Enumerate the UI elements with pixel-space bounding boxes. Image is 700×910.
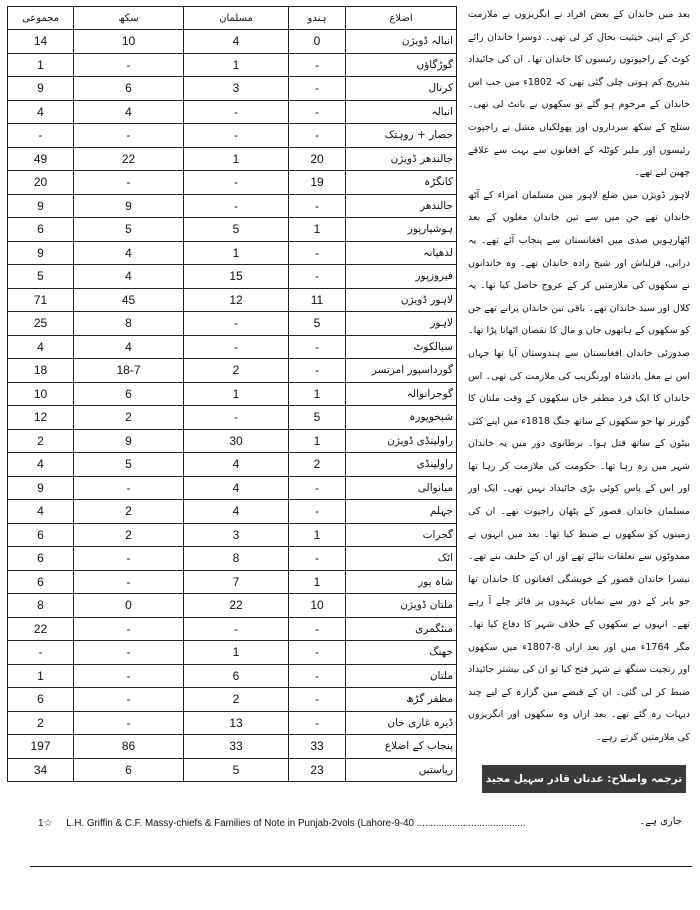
cell-sikh: 5 xyxy=(74,453,184,477)
cell-muslim: 1 xyxy=(184,147,289,171)
table-row xyxy=(8,312,457,336)
cell-total: 2 xyxy=(8,429,74,453)
translation-credit-banner: ترجمہ واصلاح: عدنان قادر سہیل مجید xyxy=(482,765,686,793)
cell-total: 8 xyxy=(8,594,74,618)
continued-note: جاری ہے۔ xyxy=(639,816,682,827)
cell-muslim: 1 xyxy=(184,641,289,665)
cell-district: جہلم xyxy=(346,500,457,524)
table-row xyxy=(8,406,457,430)
cell-total: 4 xyxy=(8,335,74,359)
cell-total: 6 xyxy=(8,547,74,571)
cell-muslim: 2 xyxy=(184,359,289,383)
cell-sikh: 9 xyxy=(74,429,184,453)
cell-sikh: 2 xyxy=(74,523,184,547)
cell-district: لاہور ڈویژن xyxy=(346,288,457,312)
table-row xyxy=(8,758,457,781)
header-muslim: مسلمان xyxy=(184,7,289,30)
cell-district: شاہ پور xyxy=(346,570,457,594)
header-district: اضلاع xyxy=(346,7,457,30)
cell-hindu: 1 xyxy=(289,523,346,547)
cell-district: میانوالی xyxy=(346,476,457,500)
table-row xyxy=(8,147,457,171)
cell-muslim: 33 xyxy=(184,735,289,759)
header-total: مجموعی xyxy=(8,7,74,30)
footnote-text: L.H. Griffin & C.F. Massy-chiefs & Families of Note in Punjab-2vols (Lahore-9-40 ........................................ xyxy=(66,818,526,829)
bottom-divider xyxy=(30,866,692,867)
table-row xyxy=(8,77,457,101)
cell-total: 71 xyxy=(8,288,74,312)
cell-hindu: 10 xyxy=(289,594,346,618)
cell-hindu: - xyxy=(289,77,346,101)
cell-hindu: 1 xyxy=(289,218,346,242)
table-row xyxy=(8,335,457,359)
table-row xyxy=(8,382,457,406)
cell-muslim: - xyxy=(184,100,289,124)
cell-total: 1 xyxy=(8,664,74,688)
cell-total: 10 xyxy=(8,382,74,406)
table-row xyxy=(8,288,457,312)
cell-district: ڈیرہ غازی خان xyxy=(346,711,457,735)
table-row xyxy=(8,594,457,618)
cell-muslim: 15 xyxy=(184,265,289,289)
cell-sikh: 2 xyxy=(74,500,184,524)
cell-muslim: 4 xyxy=(184,453,289,477)
cell-muslim: - xyxy=(184,194,289,218)
cell-total: 49 xyxy=(8,147,74,171)
cell-sikh: - xyxy=(74,476,184,500)
cell-sikh: - xyxy=(74,688,184,712)
cell-total: - xyxy=(8,641,74,665)
cell-hindu: - xyxy=(289,335,346,359)
table-row xyxy=(8,171,457,195)
cell-sikh: 4 xyxy=(74,335,184,359)
cell-hindu: - xyxy=(289,194,346,218)
table-row xyxy=(8,641,457,665)
cell-hindu: - xyxy=(289,124,346,148)
table-row xyxy=(8,265,457,289)
table-row xyxy=(8,500,457,524)
cell-sikh: 5 xyxy=(74,218,184,242)
table-row xyxy=(8,453,457,477)
cell-muslim: - xyxy=(184,312,289,336)
cell-hindu: - xyxy=(289,547,346,571)
cell-district: جھنگ xyxy=(346,641,457,665)
districts-table xyxy=(7,6,457,782)
cell-hindu: 1 xyxy=(289,429,346,453)
cell-sikh: 86 xyxy=(74,735,184,759)
cell-total: 6 xyxy=(8,523,74,547)
header-sikh: سکھ xyxy=(74,7,184,30)
cell-total: 9 xyxy=(8,476,74,500)
cell-hindu: 0 xyxy=(289,30,346,54)
cell-district: انبالہ xyxy=(346,100,457,124)
cell-muslim: 5 xyxy=(184,758,289,781)
cell-muslim: 1 xyxy=(184,241,289,265)
cell-hindu: - xyxy=(289,241,346,265)
cell-hindu: 23 xyxy=(289,758,346,781)
cell-sikh: 6 xyxy=(74,382,184,406)
cell-total: 18 xyxy=(8,359,74,383)
cell-hindu: - xyxy=(289,100,346,124)
cell-muslim: - xyxy=(184,124,289,148)
cell-district: ریاستیں xyxy=(346,758,457,781)
cell-sikh: 45 xyxy=(74,288,184,312)
cell-hindu: - xyxy=(289,664,346,688)
table-body xyxy=(8,30,457,782)
cell-muslim: 3 xyxy=(184,77,289,101)
cell-sikh: 6 xyxy=(74,758,184,781)
table-row xyxy=(8,547,457,571)
cell-district: پنجاب کے اضلاع xyxy=(346,735,457,759)
cell-muslim: 4 xyxy=(184,30,289,54)
cell-total: 4 xyxy=(8,500,74,524)
cell-hindu: - xyxy=(289,53,346,77)
cell-district: انبالہ ڈویژن xyxy=(346,30,457,54)
cell-total: - xyxy=(8,124,74,148)
table-row xyxy=(8,194,457,218)
table-row xyxy=(8,523,457,547)
cell-district: کرنال xyxy=(346,77,457,101)
cell-hindu: 1 xyxy=(289,570,346,594)
article-text xyxy=(468,4,690,750)
cell-muslim: 1 xyxy=(184,53,289,77)
cell-district: ہوشیارپور xyxy=(346,218,457,242)
cell-sikh: - xyxy=(74,547,184,571)
cell-hindu: 5 xyxy=(289,406,346,430)
cell-total: 25 xyxy=(8,312,74,336)
cell-total: 6 xyxy=(8,570,74,594)
cell-sikh: - xyxy=(74,641,184,665)
cell-sikh: - xyxy=(74,617,184,641)
cell-district: ملتان xyxy=(346,664,457,688)
cell-district: کانگڑہ xyxy=(346,171,457,195)
cell-district: اٹک xyxy=(346,547,457,571)
cell-muslim: 30 xyxy=(184,429,289,453)
cell-muslim: 13 xyxy=(184,711,289,735)
table-row xyxy=(8,688,457,712)
table-row xyxy=(8,476,457,500)
cell-total: 34 xyxy=(8,758,74,781)
cell-sikh: 4 xyxy=(74,241,184,265)
cell-sikh: 6 xyxy=(74,77,184,101)
cell-hindu: 33 xyxy=(289,735,346,759)
cell-sikh: 4 xyxy=(74,100,184,124)
cell-total: 14 xyxy=(8,30,74,54)
cell-district: منٹگمری xyxy=(346,617,457,641)
cell-district: مظفر گڑھ xyxy=(346,688,457,712)
table-row xyxy=(8,664,457,688)
cell-district: راولپنڈی xyxy=(346,453,457,477)
cell-total: 4 xyxy=(8,453,74,477)
cell-muslim: 3 xyxy=(184,523,289,547)
cell-sikh: - xyxy=(74,711,184,735)
cell-total: 5 xyxy=(8,265,74,289)
cell-muslim: 1 xyxy=(184,382,289,406)
cell-total: 4 xyxy=(8,100,74,124)
cell-sikh: 4 xyxy=(74,265,184,289)
cell-district: گجرات xyxy=(346,523,457,547)
cell-total: 2 xyxy=(8,711,74,735)
cell-hindu: - xyxy=(289,476,346,500)
cell-hindu: 2 xyxy=(289,453,346,477)
cell-hindu: - xyxy=(289,688,346,712)
cell-sikh: 0 xyxy=(74,594,184,618)
cell-muslim: 7 xyxy=(184,570,289,594)
cell-district: گوڑگاؤں xyxy=(346,53,457,77)
cell-total: 9 xyxy=(8,77,74,101)
cell-muslim: - xyxy=(184,171,289,195)
cell-sikh: 2 xyxy=(74,406,184,430)
cell-sikh: 10 xyxy=(74,30,184,54)
cell-total: 20 xyxy=(8,171,74,195)
cell-muslim: 12 xyxy=(184,288,289,312)
cell-district: لدھیانہ xyxy=(346,241,457,265)
cell-muslim: 2 xyxy=(184,688,289,712)
table-row xyxy=(8,711,457,735)
cell-hindu: - xyxy=(289,359,346,383)
cell-district: شیخوپورہ xyxy=(346,406,457,430)
cell-hindu: - xyxy=(289,265,346,289)
table-row xyxy=(8,735,457,759)
cell-sikh: 9 xyxy=(74,194,184,218)
cell-muslim: 22 xyxy=(184,594,289,618)
cell-total: 6 xyxy=(8,688,74,712)
cell-sikh: - xyxy=(74,664,184,688)
cell-sikh: 22 xyxy=(74,147,184,171)
cell-district: حصار + روہتک xyxy=(346,124,457,148)
table-row xyxy=(8,218,457,242)
cell-district: گوجرانوالہ xyxy=(346,382,457,406)
header-hindu: ہندو xyxy=(289,7,346,30)
table-row xyxy=(8,570,457,594)
table-row xyxy=(8,241,457,265)
table-row xyxy=(8,429,457,453)
cell-sikh: 18-7 xyxy=(74,359,184,383)
cell-muslim: 4 xyxy=(184,476,289,500)
cell-total: 9 xyxy=(8,194,74,218)
cell-muslim: 4 xyxy=(184,500,289,524)
cell-hindu: 19 xyxy=(289,171,346,195)
table-row xyxy=(8,617,457,641)
cell-total: 6 xyxy=(8,218,74,242)
cell-hindu: 1 xyxy=(289,382,346,406)
cell-hindu: 11 xyxy=(289,288,346,312)
cell-total: 1 xyxy=(8,53,74,77)
cell-hindu: - xyxy=(289,641,346,665)
cell-district: لاہور xyxy=(346,312,457,336)
cell-sikh: - xyxy=(74,124,184,148)
table-row xyxy=(8,359,457,383)
cell-sikh: - xyxy=(74,570,184,594)
cell-district: راولپنڈی ڈویژن xyxy=(346,429,457,453)
cell-muslim: 8 xyxy=(184,547,289,571)
cell-hindu: 5 xyxy=(289,312,346,336)
cell-district: جالندھر ڈویژن xyxy=(346,147,457,171)
article-paragraph: بعد میں خاندان کے بعض افراد نے انگریزوں نے ملازمت کر کے اپنی حیثیت بحال کر لی تھی۔ دوسرا خاندان رائے کوٹ کے راجپوتوں رئیسوں کا خاندان تھا۔ ان کی جائیداد بتدریج کم ہوتی چلی گئی تھی کہ 1802ء میں جب اس خاندان کے مرحوم ہو گئے تو سکھوں نے بانٹ لی تھی۔ ستلج کے سکھ سرداروں اور پھولکیاں مشل نے راجپوت رئیسوں اور ملیر کوٹلہ کے افغانوں سے بہت سے علاقے چھین لیے تھے۔ xyxy=(468,9,691,179)
cell-muslim: 5 xyxy=(184,218,289,242)
table-row xyxy=(8,30,457,54)
cell-sikh: 8 xyxy=(74,312,184,336)
cell-district: گورداسپور امرتسر xyxy=(346,359,457,383)
cell-hindu: - xyxy=(289,500,346,524)
cell-muslim: 6 xyxy=(184,664,289,688)
table-header-row xyxy=(8,7,457,30)
cell-hindu: - xyxy=(289,711,346,735)
table-row xyxy=(8,124,457,148)
cell-total: 12 xyxy=(8,406,74,430)
cell-hindu: 20 xyxy=(289,147,346,171)
cell-district: جالندھر xyxy=(346,194,457,218)
cell-district: ملتان ڈویژن xyxy=(346,594,457,618)
cell-hindu: - xyxy=(289,617,346,641)
cell-total: 9 xyxy=(8,241,74,265)
cell-total: 197 xyxy=(8,735,74,759)
article-paragraph: لاہور ڈویژن میں ضلع لاہور میں مسلمان امراء کے آٹھ خاندان تھے جن میں سے تین خاندان مغلوں کے بعد اٹھارہویں صدی میں افغانستان سے پنجاب آئے تھے۔ یہ درانی، قزلباش اور شیخ زادہ خاندان تھے۔ وہ خاندانوں نے سکھوں کی ملازمتیں کر کے عروج حاصل کیا تھا۔ یہ کلال اور سید خاندان تھے۔ باقی تین خاندان پرانے تھے جن کو سکھوں کے ہاتھوں جان و مال کا نقصان اٹھانا پڑا تھا۔ صدوزئی خاندان افغانستان سے ہندوستان آیا تھا جہاں اس نے مغل بادشاہ اورنگزیب کی ملازمت کی تھی۔ اس خاندان کا ایک فرد مظفر خاں سکھوں کے وقت ملتان کا گورنر تھا جو سکھوں کے ساتھ جنگ 1818ء میں اپنے کئی بیٹوں کے ساتھ قتل ہوا۔ برطانوی دور میں یہ خاندان شہر میں رہ رہا تھا۔ حکومت کی ملازمت کر رہا تھا اور اس کے پاس کوئی بڑی جائیداد نہیں تھی۔ ایک اور مسلمان خاندان قصور کے پٹھان راجپوت تھے۔ ان کی زمینوں کو سکھوں نے ضبط کیا تھا۔ بعد میں انہوں نے ممدوٹوں سے تعلقات بنائے تھے اور ان کے حلیف بنے تھے۔ تیسرا خاندان قصور کے خویشگی افغانوں کا خاندان تھا جو بابر کے دور سے نمایاں عہدوں پر فائز چلے آ رہے تھے۔ انہوں نے سکھوں کے خلاف شہر کا دفاع کیا تھا۔ مگر 1764ء میں اور بعد ازاں 8-1807ء میں سکھوں اور رنجیت سنگھ نے شہر فتح کیا تو ان کی بیشتر جائیداد ضبط کر لی گئی۔ ان کے قبضے میں گزارہ کے لیے چند دیہات رہ گئے تھے۔ بعد ازاں وہ سکھوں اور انگریزوں کی ملازمتیں کرتے رہے۔ xyxy=(468,189,691,743)
cell-district: سیالکوٹ xyxy=(346,335,457,359)
cell-sikh: - xyxy=(74,53,184,77)
cell-sikh: - xyxy=(74,171,184,195)
cell-muslim: - xyxy=(184,406,289,430)
cell-muslim: - xyxy=(184,335,289,359)
cell-district: فیروزپور xyxy=(346,265,457,289)
cell-total: 22 xyxy=(8,617,74,641)
table-row xyxy=(8,100,457,124)
footnote xyxy=(38,818,618,829)
table-row xyxy=(8,53,457,77)
cell-muslim: - xyxy=(184,617,289,641)
footnote-mark: 1☆ xyxy=(38,818,53,829)
